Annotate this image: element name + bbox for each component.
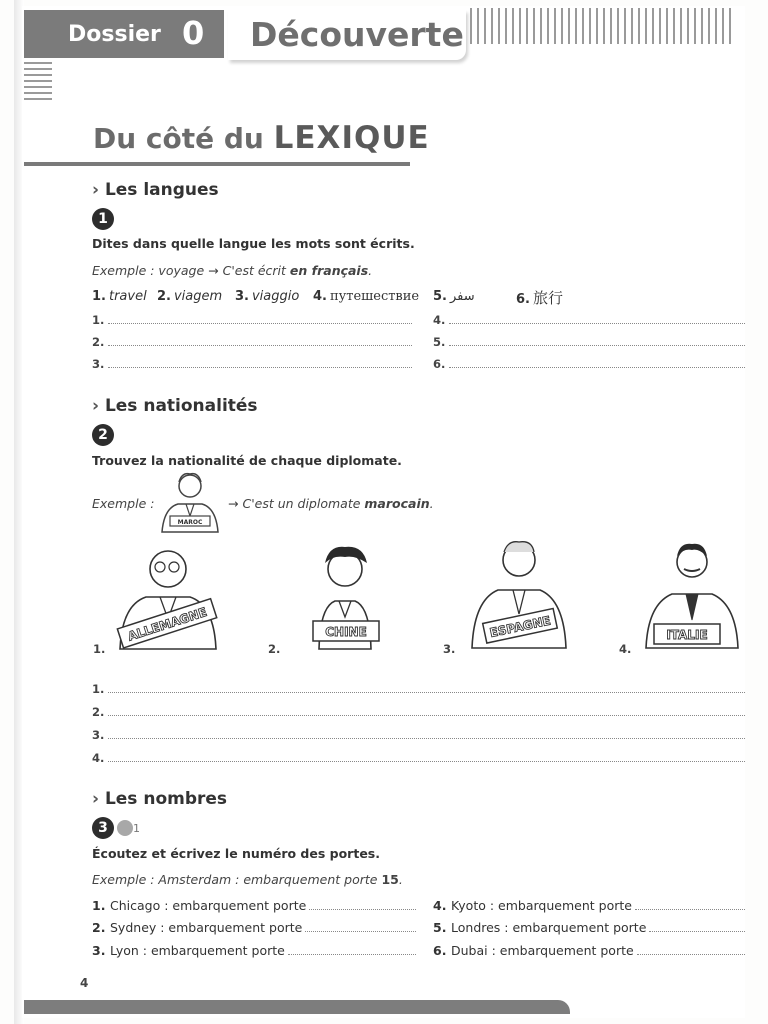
section-title — [93, 120, 430, 156]
example-end: . — [429, 496, 434, 511]
subheading-nombres-label: Les nombres — [104, 789, 228, 809]
chevron-right-icon: › — [92, 789, 100, 809]
diplomat-illustration — [305, 543, 385, 651]
example-sign-text: MAROC — [177, 519, 203, 526]
language-word: 1. travel — [92, 289, 147, 304]
section-title-emphasis: LEXIQUE — [273, 120, 430, 156]
example-end: . — [398, 872, 403, 887]
arrow-right-icon: → — [228, 496, 239, 511]
example-prompt: Exemple : voyage — [92, 263, 205, 278]
decorative-barcode — [470, 8, 742, 44]
gate-answer-line[interactable]: 5. Londres : embarquement porte — [433, 920, 745, 935]
answer-line[interactable]: 3. — [92, 728, 745, 742]
exercise-1-instruction: Dites dans quelle langue les mots sont écrits. — [92, 236, 415, 251]
diplomat-number: 3. — [443, 642, 456, 656]
exercise-1-example — [92, 263, 372, 278]
example-answer: C'est écrit — [222, 263, 286, 278]
answer-line[interactable]: 3. — [92, 357, 412, 371]
section-title-prefix: Du côté du — [93, 122, 264, 155]
subheading-langues — [92, 180, 219, 200]
language-word: 5. سفر — [433, 289, 475, 304]
gate-answer-line[interactable]: 1. Chicago : embarquement porte — [92, 898, 416, 913]
diplomat-number: 2. — [268, 642, 281, 656]
exercise-1-badge: 1 — [92, 208, 114, 230]
diplomat-number: 4. — [619, 642, 632, 656]
diplomat-sign-text: ALLEMAGNE — [126, 604, 209, 644]
answer-line[interactable]: 2. — [92, 335, 412, 349]
diplomat-number: 1. — [93, 642, 106, 656]
example-diplomat-illustration — [156, 468, 224, 534]
exercise-3-instruction: Écoutez et écrivez le numéro des portes. — [92, 846, 380, 861]
exercise-2-badge: 2 — [92, 424, 114, 446]
exercise-2-example-label: Exemple : — [92, 496, 155, 511]
diplomat-sign-text: ESPAGNE — [488, 613, 552, 641]
gate-answer-line[interactable]: 4. Kyoto : embarquement porte — [433, 898, 745, 913]
language-word: 4. путешествие — [313, 289, 420, 304]
example-answer-bold: 15 — [381, 872, 399, 887]
answer-line[interactable]: 1. — [92, 313, 412, 327]
header-title-box — [228, 10, 466, 60]
example-answer-bold: en français — [289, 263, 369, 278]
language-word: 3. viaggio — [235, 289, 300, 304]
dossier-number: 0 — [182, 14, 205, 52]
page-number: 4 — [80, 976, 89, 990]
example-answer: C'est un diplomate — [242, 496, 361, 511]
chevron-right-icon: › — [92, 396, 100, 416]
footer-bar — [24, 1000, 570, 1014]
answer-line[interactable]: 5. — [433, 335, 745, 349]
diplomat-illustration — [110, 543, 226, 651]
diplomat-illustration — [466, 538, 572, 650]
exercise-2-instruction: Trouvez la nationalité de chaque diplomate. — [92, 453, 402, 468]
exercise-3-badge: 3 — [92, 817, 114, 839]
arrow-right-icon: → — [208, 263, 219, 278]
gate-answer-line[interactable]: 6. Dubai : embarquement porte — [433, 943, 745, 958]
answer-line[interactable]: 6. — [433, 357, 745, 371]
answer-line[interactable]: 1. — [92, 682, 745, 696]
exercise-2-example-answer — [228, 496, 434, 511]
decorative-side-lines — [24, 62, 52, 104]
diplomat-sign-text: ITALIE — [666, 628, 708, 642]
chevron-right-icon: › — [92, 180, 100, 200]
section-title-underline — [24, 162, 410, 166]
diplomat-sign-text: CHINE — [325, 625, 367, 639]
example-end: . — [368, 263, 373, 278]
answer-line[interactable]: 2. — [92, 705, 745, 719]
answer-line[interactable]: 4. — [433, 313, 745, 327]
subheading-nombres — [92, 789, 227, 809]
example-prompt: Exemple : Amsterdam : embarquement porte — [92, 872, 378, 887]
dossier-label: Dossier — [68, 22, 161, 47]
audio-track-number: 1 — [133, 822, 140, 835]
exercise-3-example — [92, 872, 403, 887]
answer-line[interactable]: 4. — [92, 751, 745, 765]
subheading-nationalites-label: Les nationalités — [104, 396, 258, 416]
gate-answer-line[interactable]: 3. Lyon : embarquement porte — [92, 943, 416, 958]
page-sheet — [22, 6, 745, 1018]
header-title: Découverte — [250, 15, 464, 54]
example-answer-bold: marocain — [364, 496, 430, 511]
subheading-langues-label: Les langues — [104, 180, 219, 200]
subheading-nationalites — [92, 396, 258, 416]
audio-cd-icon[interactable] — [117, 820, 133, 836]
language-word: 2. viagem — [157, 289, 223, 304]
diplomat-illustration — [642, 538, 742, 650]
language-word: 6. 旅行 — [516, 289, 563, 307]
gate-answer-line[interactable]: 2. Sydney : embarquement porte — [92, 920, 416, 935]
